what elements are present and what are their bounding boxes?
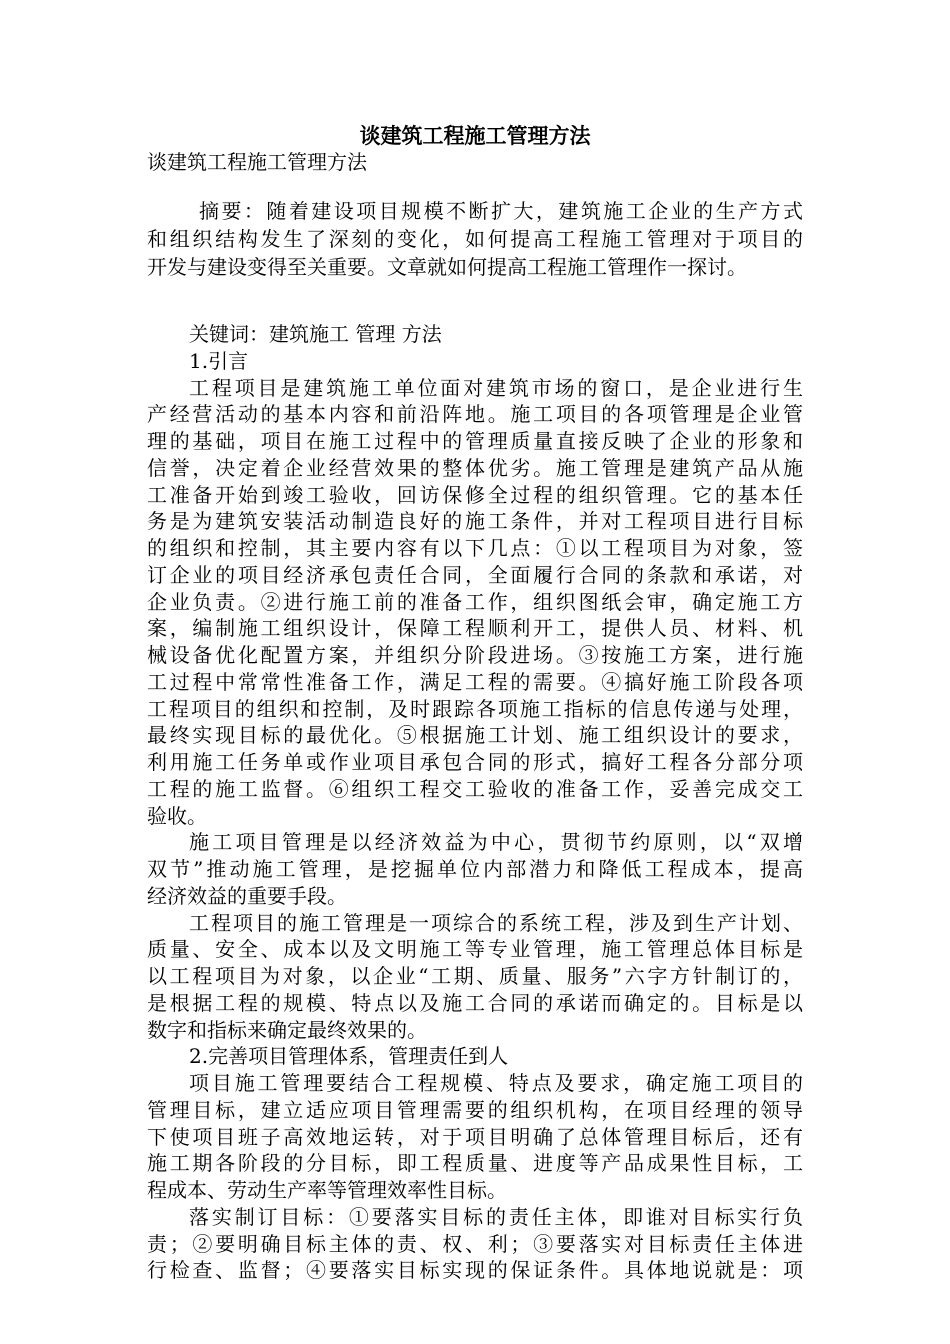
- section-heading: 1.引言: [189, 348, 249, 373]
- paragraph-line: 理的基础，项目在施工过程中的管理质量直接反映了企业的形象和: [147, 429, 803, 453]
- paragraph-line: 施工项目管理是以经济效益为中心，贯彻节约原则，以“双增: [189, 830, 803, 855]
- abstract-paragraph: [147, 197, 803, 281]
- section-heading: 2.完善项目管理体系，管理责任到人: [189, 1044, 509, 1069]
- paragraph-line: 以工程项目为对象，以企业“工期、质量、服务”六字方针制订的，: [147, 964, 803, 988]
- paragraph-line: 经济效益的重要手段。: [147, 883, 347, 908]
- paragraph-line: 企业负责。②进行施工前的准备工作，组织图纸会审，确定施工方: [147, 589, 803, 614]
- paragraph-line: 产经营活动的基本内容和前沿阵地。施工项目的各项管理是企业管: [147, 402, 803, 427]
- paragraph-line: 工程项目的施工管理是一项综合的系统工程，涉及到生产计划、: [189, 910, 803, 935]
- paragraph-line: 利用施工任务单或作业项目承包合同的形式，搞好工程各分部分项: [147, 750, 803, 774]
- paragraph-line: 务是为建筑安装活动制造良好的施工条件，并对工程项目进行目标: [147, 509, 803, 534]
- paragraph-line: 案，编制施工组织设计，保障工程顺利开工，提供人员、材料、机: [147, 616, 803, 641]
- document-title: 谈建筑工程施工管理方法: [359, 123, 591, 148]
- paragraph-line: 下使项目班子高效地运转，对于项目明确了总体管理目标后，还有: [147, 1124, 803, 1149]
- paragraph-line: 行检查、监督；④要落实目标实现的保证条件。具体地说就是：项: [147, 1258, 803, 1283]
- abstract-line: 和组织结构发生了深刻的变化，如何提高工程施工管理对于项目的: [147, 227, 803, 251]
- paragraph-line: 信誉，决定着企业经营效果的整体优劣。施工管理是建筑产品从施: [147, 455, 803, 480]
- paragraph-line: 管理目标，建立适应项目管理需要的组织机构，在项目经理的领导: [147, 1097, 803, 1122]
- paragraph-line: 数字和指标来确定最终效果的。: [147, 1017, 427, 1042]
- paragraph-line: 工准备开始到竣工验收，回访保修全过程的组织管理。它的基本任: [147, 482, 803, 507]
- paragraph-line: 工程的施工监督。⑥组织工程交工验收的准备工作，妥善完成交工: [147, 776, 803, 801]
- paragraph-line: 验收。: [147, 803, 207, 828]
- paragraph-line: 订企业的项目经济承包责任合同，全面履行合同的条款和承诺，对: [147, 562, 803, 587]
- paragraph-line: 项目施工管理要结合工程规模、特点及要求，确定施工项目的: [189, 1071, 803, 1095]
- abstract-line: 摘要：随着建设项目规模不断扩大，建筑施工企业的生产方式: [199, 199, 803, 223]
- paragraph-line: 的组织和控制，其主要内容有以下几点：①以工程项目为对象，签: [147, 536, 803, 560]
- paragraph-line: 最终实现目标的最优化。⑤根据施工计划、施工组织设计的要求，: [147, 723, 803, 748]
- paragraph-line: 工过程中常常性准备工作，满足工程的需要。④搞好施工阶段各项: [147, 669, 803, 694]
- paragraph-line: 程成本、劳动生产率等管理效率性目标。: [147, 1178, 507, 1202]
- keywords-line: 关键词：建筑施工 管理 方法: [189, 322, 442, 346]
- paragraph-line: 质量、安全、成本以及文明施工等专业管理，施工管理总体目标是: [147, 937, 803, 962]
- paragraph-line: 械设备优化配置方案，并组织分阶段进场。③按施工方案，进行施: [147, 643, 803, 667]
- paragraph-line: 工程项目的组织和控制，及时跟踪各项施工指标的信息传递与处理，: [147, 696, 803, 721]
- document-subtitle: 谈建筑工程施工管理方法: [147, 150, 367, 174]
- paragraph-line: 是根据工程的规模、特点以及施工合同的承诺而确定的。目标是以: [147, 990, 803, 1015]
- abstract-line: 开发与建设变得至关重要。文章就如何提高工程施工管理作一探讨。: [147, 255, 747, 279]
- paragraph-line: 施工期各阶段的分目标，即工程质量、进度等产品成果性目标，工: [147, 1151, 803, 1176]
- paragraph-line: 双节”推动施工管理，是挖掘单位内部潜力和降低工程成本，提高: [147, 857, 803, 881]
- paragraph-line: 工程项目是建筑施工单位面对建筑市场的窗口，是企业进行生: [189, 375, 803, 400]
- paragraph-line: 落实制订目标：①要落实目标的责任主体，即谁对目标实行负: [189, 1204, 803, 1229]
- body-text: [147, 321, 803, 1284]
- paragraph-line: 责；②要明确目标主体的责、权、利；③要落实对目标责任主体进: [147, 1231, 803, 1256]
